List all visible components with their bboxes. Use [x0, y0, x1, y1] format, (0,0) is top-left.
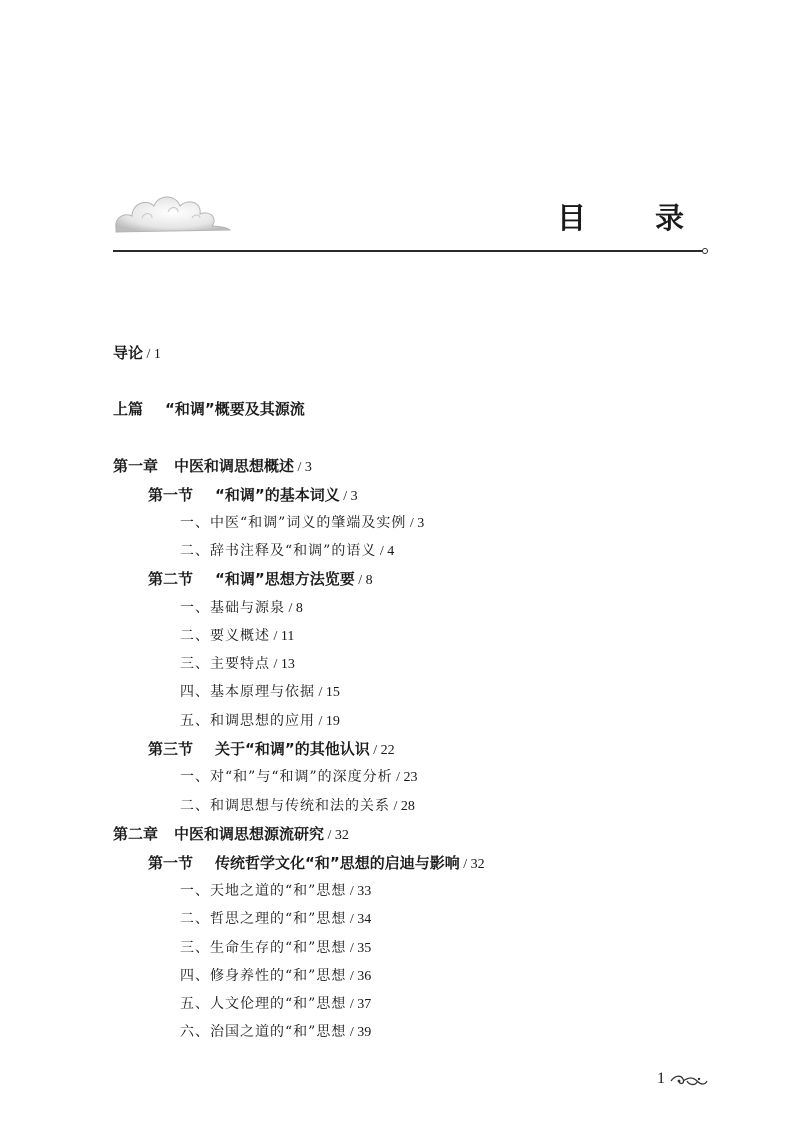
toc-page-number: 22 — [380, 743, 395, 758]
page-separator: / — [406, 516, 418, 531]
page-separator: / — [459, 857, 471, 872]
page-separator: / — [285, 601, 296, 616]
toc-label: 四、基本原理与依据 — [180, 684, 315, 700]
page-separator: / — [346, 1025, 358, 1040]
toc-number: 第一节 — [148, 854, 194, 872]
scroll-ornament-icon — [669, 1073, 709, 1089]
toc-label: 二、和调思想与传统和法的关系 — [180, 798, 390, 814]
toc-page-number: 39 — [357, 1025, 372, 1040]
toc-label: 一、中医“和调”词义的肇端及实例 — [180, 515, 407, 531]
page-separator: / — [143, 347, 154, 362]
toc-page-number: 3 — [417, 516, 425, 531]
toc-page-number: 3 — [350, 489, 358, 504]
toc-entry[interactable] — [180, 966, 371, 987]
page-separator: / — [390, 799, 401, 814]
toc-entry[interactable] — [113, 399, 305, 419]
toc-page-number: 37 — [357, 997, 372, 1012]
toc-label: 中医和调思想源流研究 — [174, 825, 325, 843]
toc-page-number: 8 — [365, 573, 373, 588]
page-separator: / — [294, 460, 305, 475]
toc-page-number: 4 — [387, 544, 395, 559]
toc-entry[interactable] — [180, 682, 340, 703]
toc-label: 一、对“和”与“和调”的深度分析 — [180, 769, 393, 785]
toc-page-number: 33 — [357, 884, 372, 899]
toc-label: 三、生命生存的“和”思想 — [180, 940, 347, 956]
toc-number: 第三节 — [148, 740, 194, 758]
toc-entry[interactable] — [180, 626, 294, 647]
page-separator: / — [346, 997, 358, 1012]
toc-page-number: 23 — [403, 770, 418, 785]
toc-page-number: 32 — [334, 828, 349, 843]
toc-entry[interactable] — [180, 767, 418, 788]
toc-number: 第一章 — [113, 457, 159, 475]
page-separator: / — [346, 884, 358, 899]
toc-entry[interactable] — [180, 541, 394, 562]
toc-page-number: 1 — [153, 347, 161, 362]
toc-entry[interactable] — [180, 938, 371, 959]
page-separator: / — [369, 743, 381, 758]
toc-page-number: 36 — [357, 969, 372, 984]
toc-label: 四、修身养性的“和”思想 — [180, 968, 347, 984]
toc-entry[interactable] — [180, 909, 371, 930]
toc-entry[interactable] — [180, 711, 340, 732]
page-separator: / — [354, 573, 366, 588]
toc-entry[interactable] — [113, 456, 312, 478]
toc-entry[interactable] — [148, 569, 373, 591]
toc-label: 导论 — [113, 344, 144, 362]
toc-page-number: 28 — [400, 799, 415, 814]
page-separator: / — [270, 657, 281, 672]
page-separator: / — [376, 544, 388, 559]
toc-page-number: 8 — [295, 601, 303, 616]
toc-label: 二、哲思之理的“和”思想 — [180, 911, 347, 927]
toc-number: 第一节 — [148, 486, 194, 504]
toc-entry[interactable] — [180, 994, 371, 1015]
page-separator: / — [270, 629, 281, 644]
toc-label: 二、要义概述 — [180, 628, 270, 644]
toc-label: 中医和调思想概述 — [174, 457, 295, 475]
page-separator: / — [315, 714, 326, 729]
toc-entry[interactable] — [148, 853, 485, 875]
toc-label: 一、天地之道的“和”思想 — [180, 883, 347, 899]
toc-page-number: 34 — [357, 912, 372, 927]
toc-entry[interactable] — [148, 739, 395, 761]
toc-page-number: 13 — [280, 657, 295, 672]
page-separator: / — [315, 685, 326, 700]
toc-entry[interactable] — [148, 485, 358, 507]
page-separator: / — [346, 941, 358, 956]
toc-number: 第二章 — [113, 825, 159, 843]
toc-entry[interactable] — [180, 513, 424, 534]
toc-label: 三、主要特点 — [180, 656, 270, 672]
toc-label: 一、基础与源泉 — [180, 600, 285, 616]
toc-page-number: 19 — [325, 714, 340, 729]
toc-entry[interactable] — [180, 796, 415, 817]
page-separator: / — [346, 912, 358, 927]
toc-label: “和调”思想方法览要 — [215, 570, 355, 588]
toc-label: 关于“和调”的其他认识 — [215, 740, 370, 758]
toc-number: 上篇 — [113, 400, 144, 418]
toc-page-number: 32 — [470, 857, 485, 872]
page-separator: / — [346, 969, 358, 984]
toc-page-number: 11 — [280, 629, 295, 644]
page-number: 1 — [657, 1070, 665, 1087]
toc-label: “和调”的基本词义 — [215, 486, 340, 504]
toc-label: 六、治国之道的“和”思想 — [180, 1024, 347, 1040]
toc-label: 五、人文伦理的“和”思想 — [180, 996, 347, 1012]
toc-page-number: 15 — [325, 685, 340, 700]
toc-entry[interactable] — [180, 598, 303, 619]
toc-entry[interactable] — [113, 824, 349, 846]
toc-label: 传统哲学文化“和”思想的启迪与影响 — [215, 854, 460, 872]
toc-page-number: 3 — [304, 460, 312, 475]
toc-entry[interactable] — [180, 1022, 371, 1043]
toc-entry[interactable] — [113, 343, 161, 365]
page-separator: / — [339, 489, 351, 504]
toc-label: “和调”概要及其源流 — [165, 400, 305, 418]
toc-entry[interactable] — [180, 881, 371, 902]
page-separator: / — [392, 770, 404, 785]
page-title: 目 录 — [556, 201, 704, 235]
toc-page-number: 35 — [357, 941, 372, 956]
toc-number: 第二节 — [148, 570, 194, 588]
toc-entry[interactable] — [180, 654, 295, 675]
page-separator: / — [324, 828, 335, 843]
toc-label: 五、和调思想的应用 — [180, 713, 315, 729]
toc-label: 二、辞书注释及“和调”的语义 — [180, 543, 377, 559]
